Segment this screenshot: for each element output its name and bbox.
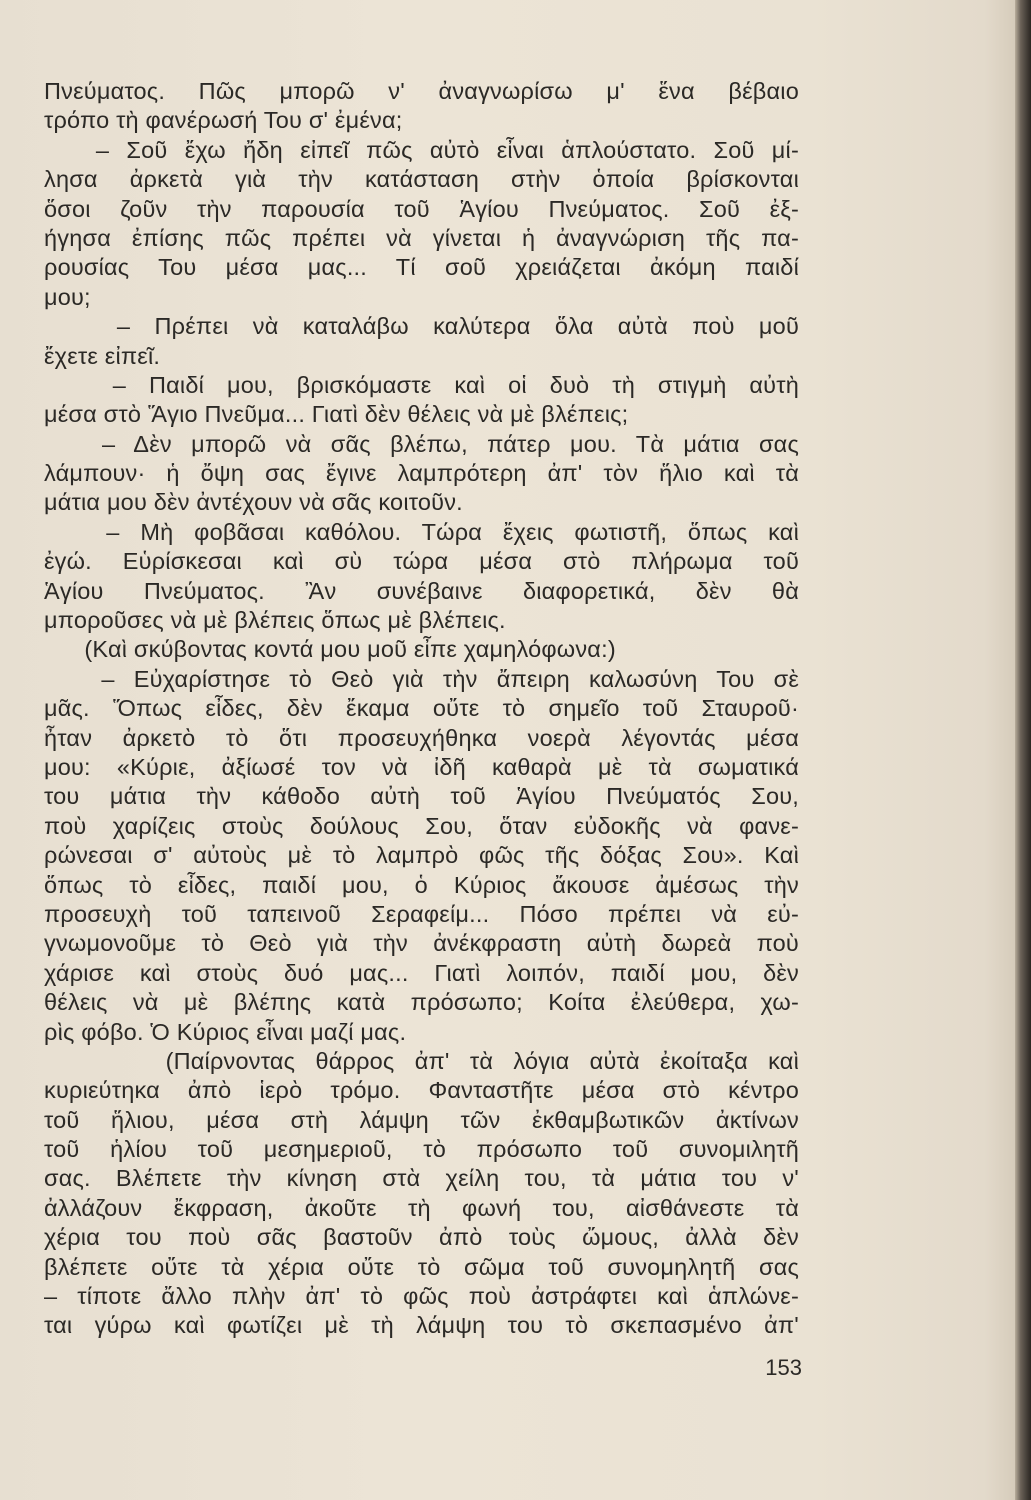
text-line: ρουσίας Του μέσα μας... Τί σοῦ χρειάζεται ἀκόμη παιδί [44,254,799,281]
text-line: θέλεις νὰ μὲ βλέπης κατὰ πρόσωπο; Κοίτα ἐλεύθερα, χω- [44,989,799,1016]
text-line: βλέπετε οὔτε τὰ χέρια οὔτε τὸ σῶμα τοῦ συνομηλητῆ σας [44,1253,799,1280]
text-line: ρὶς φόβο. Ὁ Κύριος εἶναι μαζί μας. [44,1018,407,1045]
text-line: ἐγώ. Εὑρίσκεσαι καὶ σὺ τώρα μέσα στὸ πλήρωμα τοῦ [44,548,799,575]
text-line: ποὺ χαρίζεις στοὺς δούλους Σου, ὅταν εὐδοκῆς νὰ φανε- [44,812,799,839]
text-line: μου: «Κύριε, ἀξίωσέ τον νὰ ἰδῆ καθαρὰ μὲ τὰ σωματικά [44,753,799,780]
text-line: – Εὐχαρίστησε τὸ Θεὸ γιὰ τὴν ἄπειρη καλωσύνη Του σὲ [44,665,799,692]
text-line: γνωμονοῦμε τὸ Θεὸ γιὰ τὴν ἀνέκφραστη αὐτὴ δωρεὰ ποὺ [44,930,799,957]
text-line: ὅπως τὸ εἶδες, παιδί μου, ὁ Κύριος ἄκουσε ἀμέσως τὴν [44,871,799,898]
page-number: 153 [765,1355,802,1380]
text-line: – Μὴ φοβᾶσαι καθόλου. Τώρα ἔχεις φωτιστῆ, ὅπως καὶ [44,518,799,545]
text-line: ήγησα ἐπίσης πῶς πρέπει νὰ γίνεται ἡ ἀναγνώριση τῆς πα- [44,224,799,251]
text-line: μποροῦσες νὰ μὲ βλέπεις ὅπως μὲ βλέπεις. [44,607,506,634]
text-line: ται γύρω καὶ φωτίζει μὲ τὴ λάμψη του τὸ σκεπασμένο ἀπ' [44,1312,799,1339]
text-line: – Σοῦ ἔχω ἤδη εἰπεῖ πῶς αὐτὸ εἶναι ἁπλούστατο. Σοῦ μί- [44,136,799,163]
text-line: μου; [44,283,91,310]
text-line: ρώνεσαι σ' αὐτοὺς μὲ τὸ λαμπρὸ φῶς τῆς δόξας Σου». Καὶ [44,842,799,869]
text-line: τοῦ ἥλιου, μέσα στὴ λάμψη τῶν ἐκθαμβωτικῶν ἀκτίνων [44,1106,799,1133]
text-line: ὅσοι ζοῦν τὴν παρουσία τοῦ Ἁγίου Πνεύματος. Σοῦ ἐξ- [44,195,799,222]
text-line: ἦταν ἀρκετὸ τὸ ὅτι προσευχήθηκα νοερὰ λέγοντάς μέσα [44,724,799,751]
text-line: λάμπουν· ἡ ὄψη σας ἔγινε λαμπρότερη ἀπ' τὸν ἥλιο καὶ τὰ [44,460,799,487]
text-line: Πνεύματος. Πῶς μπορῶ ν' ἀναγνωρίσω μ' ἕνα βέβαιο [44,78,799,104]
text-line: τοῦ ἡλίου τοῦ μεσημεριοῦ, τὸ πρόσωπο τοῦ συνομιλητῆ [44,1136,799,1163]
text-line: του μάτια τὴν κάθοδο αὐτὴ τοῦ Ἁγίου Πνεύματός Σου, [44,783,799,810]
text-line: (Παίρνοντας θάρρος ἀπ' τὰ λόγια αὐτὰ ἐκοίταξα καὶ [44,1047,799,1074]
text-line: μάτια μου δὲν ἀντέχουν νὰ σᾶς κοιτοῦν. [44,489,463,516]
text-line: – Παιδί μου, βρισκόμαστε καὶ οἱ δυὸ τὴ στιγμὴ αὐτὴ [44,371,799,398]
text-line: προσευχὴ τοῦ ταπεινοῦ Σεραφείμ... Πόσο πρέπει νὰ εὐ- [44,900,799,927]
page-edge-shadow [1015,0,1031,1500]
text-line: Ἁγίου Πνεύματος. Ἂν συνέβαινε διαφορετικά, δὲν θὰ [44,577,799,604]
text-line: ἔχετε εἰπεῖ. [44,342,161,369]
text-line: χάρισε καὶ στοὺς δυό μας... Γιατὶ λοιπόν, παιδί μου, δὲν [44,959,799,986]
text-line: μέσα στὸ Ἅγιο Πνεῦμα... Γιατὶ δὲν θέλεις νὰ μὲ βλέπεις; [44,401,629,428]
text-line: μᾶς. Ὅπως εἶδες, δὲν ἔκαμα οὔτε τὸ σημεῖο τοῦ Σταυροῦ· [44,695,799,722]
body-text [44,77,799,1341]
text-line: χέρια του ποὺ σᾶς βαστοῦν ἀπὸ τοὺς ὤμους, ἀλλὰ δὲν [44,1224,799,1251]
text-line: τρόπο τὴ φανέρωσή Του σ' ἐμένα; [44,107,403,134]
text-line: κυριεύτηκα ἀπὸ ἱερὸ τρόμο. Φανταστῆτε μέσα στὸ κέντρο [44,1077,799,1104]
text-line: σας. Βλέπετε τὴν κίνηση στὰ χείλη του, τὰ μάτια του ν' [44,1165,799,1192]
text-line: – τίποτε ἄλλο πλὴν ἀπ' τὸ φῶς ποὺ ἀστράφτει καὶ ἁπλώνε- [44,1283,799,1310]
text-line: – Πρέπει νὰ καταλάβω καλύτερα ὅλα αὐτὰ ποὺ μοῦ [44,313,799,340]
text-line: – Δὲν μπορῶ νὰ σᾶς βλέπω, πάτερ μου. Τὰ μάτια σας [44,430,799,457]
text-line: (Καὶ σκύβοντας κοντά μου μοῦ εἶπε χαμηλόφωνα:) [44,636,616,663]
text-line: λησα ἀρκετὰ γιὰ τὴν κατάσταση στὴν ὁποία βρίσκονται [44,166,799,193]
text-line: ἀλλάζουν ἔκφραση, ἀκοῦτε τὴ φωνή του, αἰσθάνεστε τὰ [44,1194,799,1221]
